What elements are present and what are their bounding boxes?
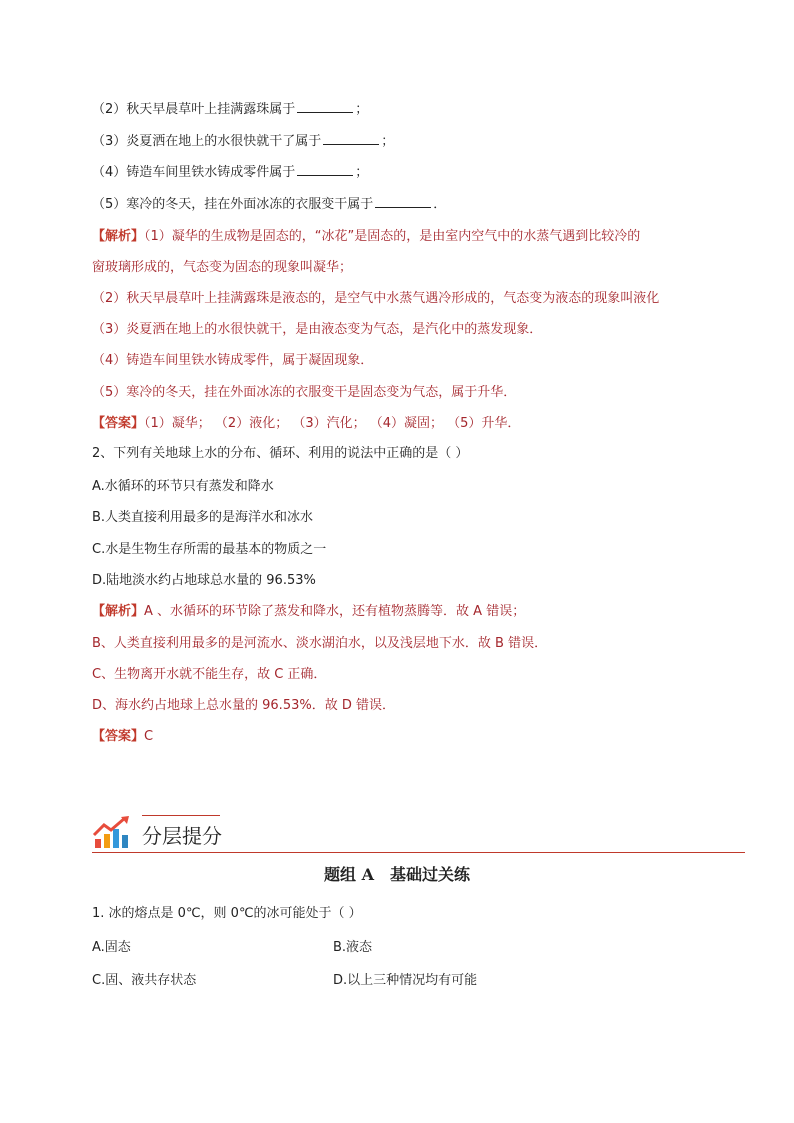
q2-stem: 2、下列有关地球上水的分布、循环、利用的说法中正确的是（ ） <box>92 446 469 461</box>
q3-option-d: D.以上三种情况均有可能 <box>333 973 478 988</box>
q1-analysis-line1: 【解析】（1）凝华的生成物是固态的，“冰花”是固态的，是由室内空气中的水蒸气遇到比较冷的 <box>92 229 641 244</box>
q3-stem: 1. 冰的熔点是 0℃，则 0℃的冰可能处于（ ） <box>92 906 362 921</box>
analysis-tag: 【解析】 <box>92 604 145 619</box>
answer-blank <box>297 100 353 113</box>
q1-analysis-line2: （2）秋天早晨草叶上挂满露珠是液态的，是空气中水蒸气遇冷形成的，气态变为液态的现象叫液化 <box>92 291 660 306</box>
q1-analysis-line3: （3）炎夏洒在地上的水很快就干，是由液态变为气态，是汽化中的蒸发现象． <box>92 322 543 337</box>
q2-option-b: B.人类直接利用最多的是海洋水和冰水 <box>92 510 314 525</box>
answer-blank <box>375 195 431 208</box>
answer-blank <box>297 163 353 176</box>
answer-tag: 【答案】 <box>92 416 145 431</box>
heading-top-rule <box>142 815 220 816</box>
section-heading <box>92 815 745 855</box>
answer-tag: 【答案】 <box>92 729 145 744</box>
q2-analysis-b: B、人类直接利用最多的是河流水、淡水湖泊水，以及浅层地下水．故 B 错误． <box>92 636 548 651</box>
q1-sub-5: （5）寒冷的冬天，挂在外面冰冻的衣服变干属于 ． <box>92 197 447 212</box>
analysis-tag: 【解析】 <box>92 229 145 244</box>
q1-sub-4: （4）铸造车间里铁水铸成零件属于 ； <box>92 165 369 180</box>
q2-answer: 【答案】C <box>92 729 154 744</box>
q2-option-a: A.水循环的环节只有蒸发和降水 <box>92 479 274 494</box>
q1-analysis-line4: （4）铸造车间里铁水铸成零件，属于凝固现象． <box>92 353 374 368</box>
q2-analysis-d: D、海水约占地球上总水量的 96.53%．故 D 错误． <box>92 698 395 713</box>
section-title: 分层提分 <box>142 824 222 848</box>
q1-answer: 【答案】（1）凝华； （2）液化； （3）汽化； （4）凝固； （5）升华． <box>92 416 521 431</box>
q3-option-b: B.液态 <box>333 940 373 955</box>
answer-blank <box>323 132 379 145</box>
q1-analysis-line5: （5）寒冷的冬天，挂在外面冰冻的衣服变干是固态变为气态，属于升华． <box>92 385 517 400</box>
q1-analysis-line1b: 窗玻璃形成的，气态变为固态的现象叫凝华； <box>92 260 353 275</box>
q2-option-d: D.陆地淡水约占地球总水量的 96.53% <box>92 573 316 588</box>
q2-option-c: C.水是生物生存所需的最基本的物质之一 <box>92 542 327 557</box>
heading-divider <box>92 852 745 853</box>
q2-analysis-c: C、生物离开水就不能生存，故 C 正确． <box>92 667 327 682</box>
q3-option-a: A.固态 <box>92 940 131 955</box>
q3-option-c: C.固、液共存状态 <box>92 973 197 988</box>
q1-sub-3: （3）炎夏洒在地上的水很快就干了属于 ； <box>92 134 395 149</box>
group-title: 题组 A 基础过关练 <box>324 865 470 884</box>
q2-analysis-a: 【解析】A 、水循环的环节除了蒸发和降水，还有植物蒸腾等．故 A 错误； <box>92 604 526 619</box>
bar-chart-icon <box>92 815 132 851</box>
q1-sub-2: （2）秋天早晨草叶上挂满露珠属于 ； <box>92 102 369 117</box>
